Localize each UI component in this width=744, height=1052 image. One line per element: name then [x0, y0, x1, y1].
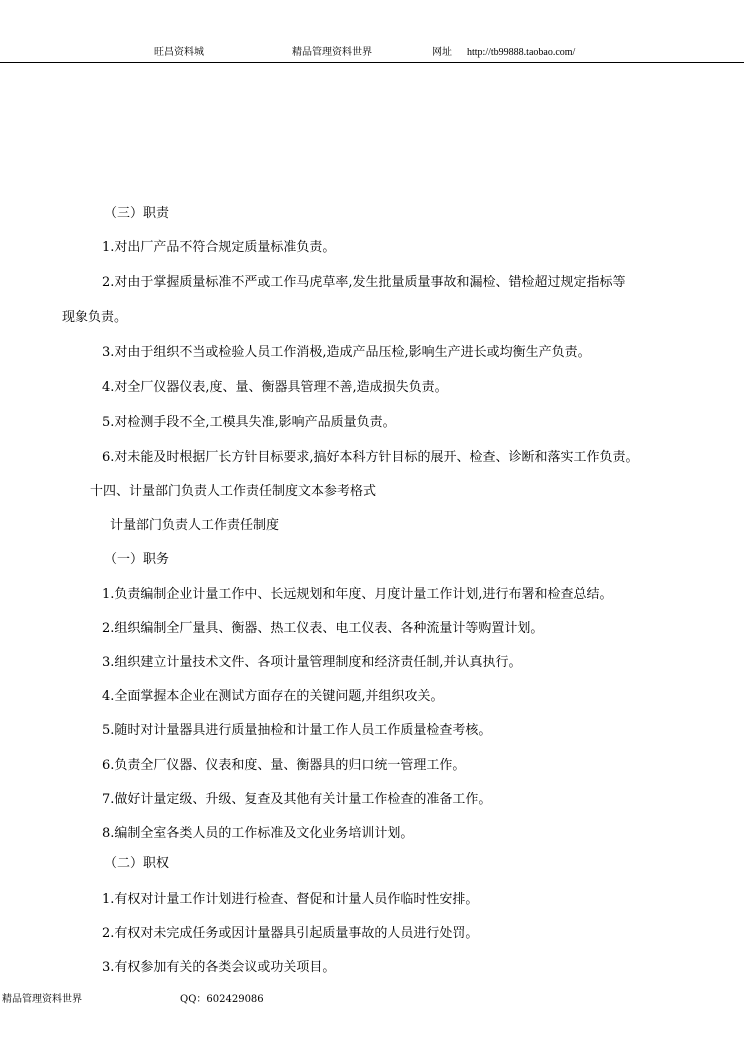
paragraph: 5.随时对计量器具进行质量抽检和计量工作人员工作质量检查考核。: [102, 723, 492, 738]
header-divider: [0, 62, 744, 63]
paragraph: 3.组织建立计量技术文件、各项计量管理制度和经济责任制,并认真执行。: [102, 655, 522, 670]
header-site-name: 精品管理资料世界: [292, 47, 372, 58]
page-header: [0, 44, 744, 62]
footer-site-name: 精品管理资料世界: [2, 994, 82, 1005]
paragraph: 2.对由于掌握质量标准不严或工作马虎草率,发生批量质量事故和漏检、错检超过规定指标等: [102, 275, 626, 290]
header-url-label: 网址: [432, 47, 452, 58]
paragraph: 1.有权对计量工作计划进行检查、督促和计量人员作临时性安排。: [102, 892, 479, 907]
paragraph: 2.有权对未完成任务或因计量器具引起质量事故的人员进行处罚。: [102, 926, 479, 941]
document-title: 计量部门负责人工作责任制度: [110, 518, 280, 533]
paragraph: 6.对未能及时根据厂长方针目标要求,搞好本科方针目标的展开、检查、诊断和落实工作负责。: [102, 450, 639, 465]
paragraph: 1.对出厂产品不符合规定质量标准负责。: [102, 240, 336, 255]
section-heading-authority: （二）职权: [104, 856, 170, 871]
page-footer: [0, 991, 744, 1009]
paragraph: 8.编制全室各类人员的工作标准及文化业务培训计划。: [102, 826, 414, 841]
paragraph: 3.对由于组织不当或检验人员工作消极,造成产品压检,影响生产进长或均衡生产负责。: [102, 345, 591, 360]
section-title: 十四、计量部门负责人工作责任制度文本参考格式: [90, 484, 377, 499]
footer-qq: QQ：602429086: [180, 994, 264, 1005]
paragraph: 4.对全厂仪器仪表,度、量、衡器具管理不善,造成损失负责。: [102, 380, 448, 395]
header-url-link[interactable]: http://tb99888.taobao.com/: [467, 47, 576, 58]
paragraph-continuation: 现象负责。: [62, 310, 128, 325]
header-shop-name: 旺昌资料城: [154, 47, 204, 58]
section-heading-position: （一）职务: [104, 552, 170, 567]
paragraph: 5.对检测手段不全,工模具失准,影响产品质量负责。: [102, 415, 396, 430]
paragraph: 1.负责编制企业计量工作中、长远规划和年度、月度计量工作计划,进行布署和检查总结。: [102, 587, 613, 602]
section-heading-duties: （三）职责: [104, 206, 170, 221]
paragraph: 4.全面掌握本企业在测试方面存在的关键问题,并组织攻关。: [102, 689, 444, 704]
paragraph: 3.有权参加有关的各类会议或功关项目。: [102, 960, 336, 975]
paragraph: 7.做好计量定级、升级、复查及其他有关计量工作检查的准备工作。: [102, 792, 492, 807]
paragraph: 6.负责全厂仪器、仪表和度、量、衡器具的归口统一管理工作。: [102, 758, 466, 773]
paragraph: 2.组织编制全厂量具、衡器、热工仪表、电工仪表、各种流量计等购置计划。: [102, 621, 544, 636]
